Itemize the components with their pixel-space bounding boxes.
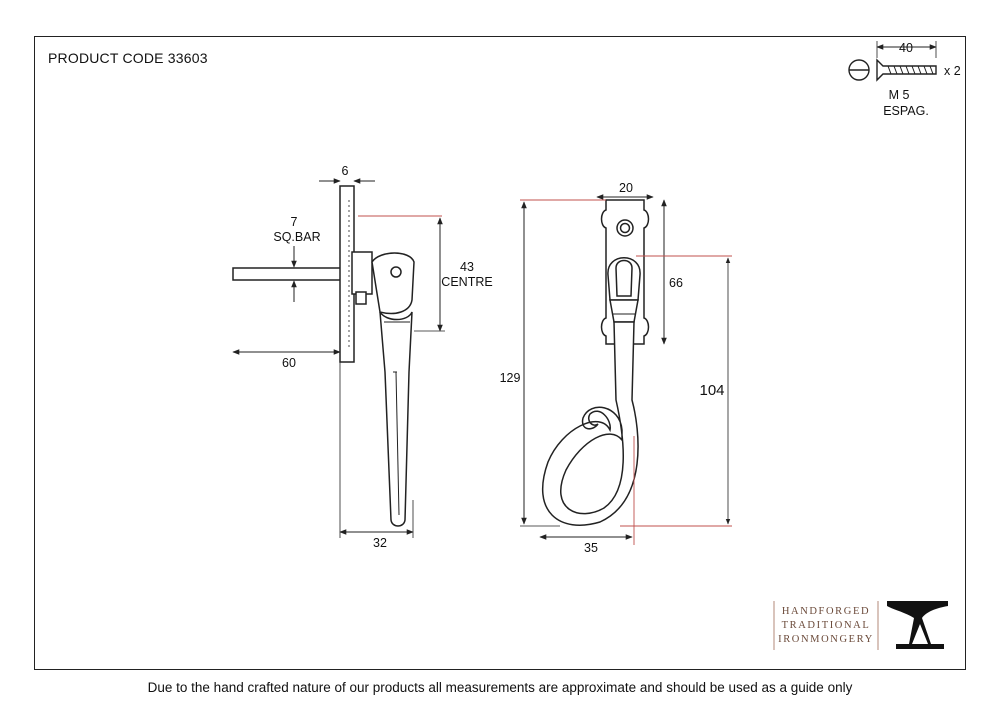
plate-height-label: 66 [669,276,683,290]
handle-width-label: 35 [584,541,598,555]
logo-line-3: IRONMONGERY [778,634,874,645]
screw-length-label: 40 [899,41,913,55]
disclaimer-text: Due to the hand crafted nature of our products all measurements are approximate and should be used as a guide only [147,680,853,695]
bar-length-label: 60 [282,356,296,370]
depth-label: 32 [373,536,387,550]
anvil-icon [887,601,948,649]
plate-width-label: 20 [619,181,633,195]
plate-thickness-label: 6 [341,164,349,178]
screw-icon [849,60,936,80]
overall-height-label: 129 [499,371,521,385]
bar-type-label: SQ.BAR [273,230,321,244]
logo-line-1: HANDFORGED [781,606,871,617]
logo-line-2: TRADITIONAL [781,620,871,631]
centre-label: CENTRE [441,275,493,289]
centre-value-label: 43 [460,260,474,274]
front-view-handle [543,200,649,525]
screw-type-label: ESPAG. [883,104,929,118]
product-code: PRODUCT CODE 33603 [48,50,208,66]
bar-size-label: 7 [290,215,298,229]
screw-quantity-label: x 2 [944,64,961,78]
side-view-handle [233,186,414,526]
brand-logo [774,601,948,650]
handle-height-label: 104 [699,382,725,399]
screw-size-label: M 5 [888,88,910,102]
